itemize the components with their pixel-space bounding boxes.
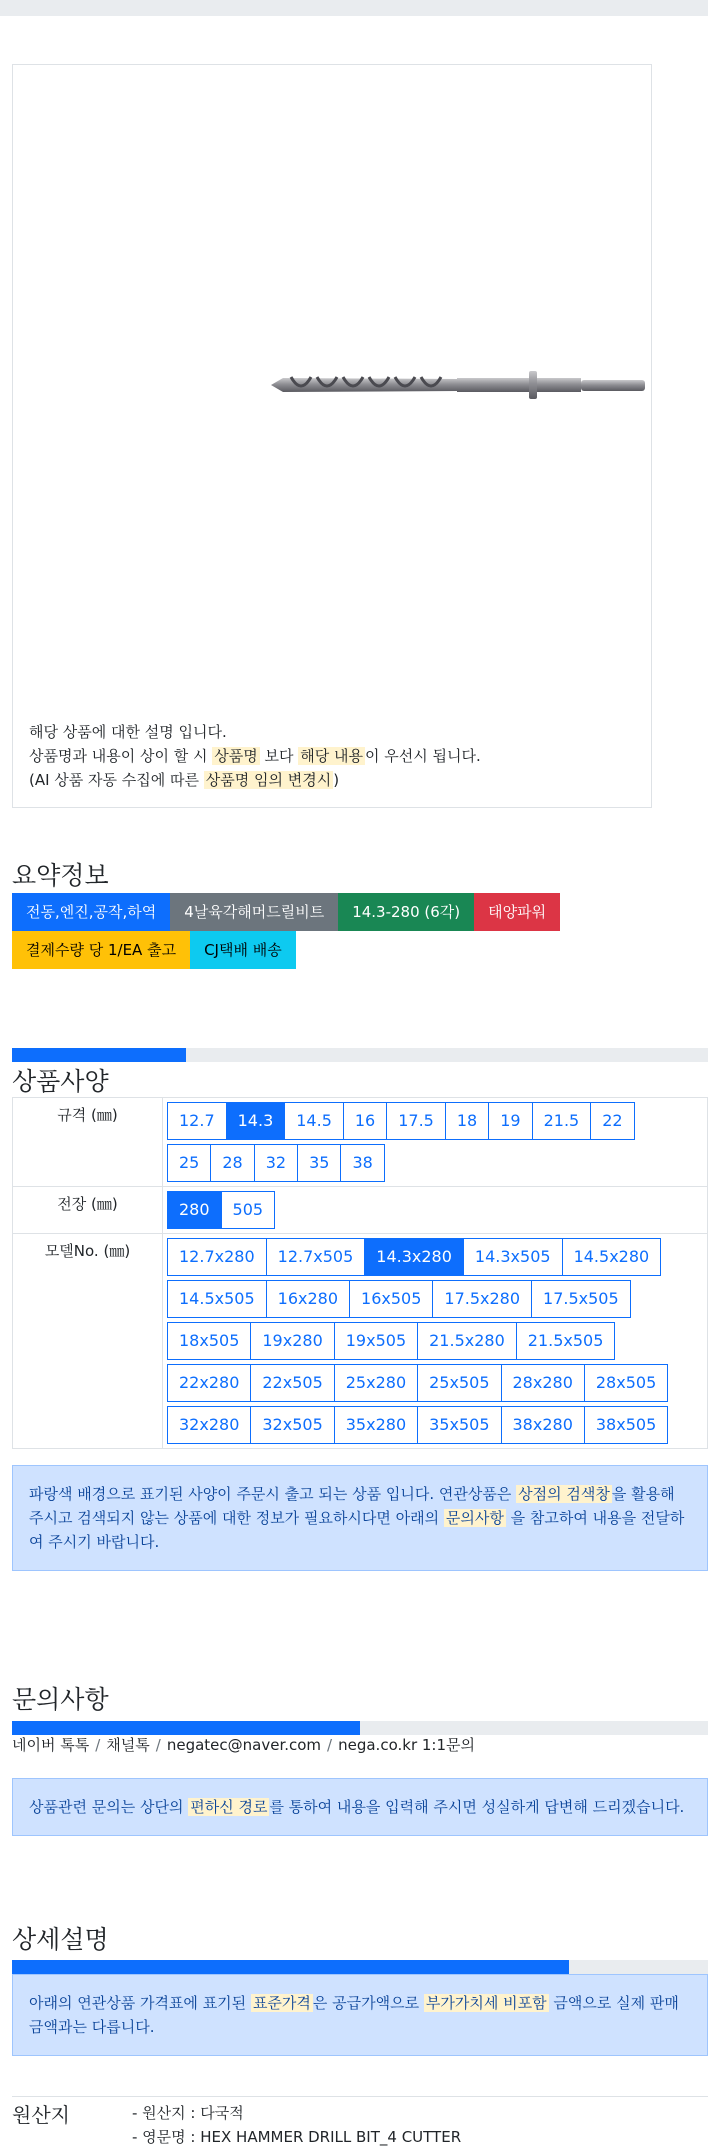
description-text: (AI 상품 자동 수집에 따른 [29,771,204,789]
product-image-frame [12,64,652,808]
spec-option-button[interactable]: 21.5x280 [417,1322,517,1360]
highlight-text: 해당 내용 [300,747,363,765]
spec-option-button[interactable]: 14.3x505 [463,1238,563,1276]
inquiry-progress-bar [12,1721,708,1735]
spec-row-label: 규격 (㎜) [13,1098,163,1187]
spec-option-row [167,1102,707,1140]
highlight-text: 부가가치세 비포함 [425,1994,547,2012]
summary-badge: CJ택배 배송 [190,931,296,969]
spec-option-button[interactable]: 14.5x505 [167,1280,267,1318]
inquiry-note [12,1778,708,1836]
highlight-text: 상점의 검색창 [518,1485,610,1503]
contact-link[interactable]: negatec@naver.com [166,1736,322,1754]
progress-fill [12,1048,186,1062]
description-text: 이 우선시 됩니다. [364,747,481,765]
spec-option-selected[interactable]: 14.3 [226,1102,286,1140]
spec-option-button[interactable]: 17.5x280 [432,1280,532,1318]
spec-option-selected[interactable]: 14.3x280 [364,1238,464,1276]
spec-option-row [167,1322,707,1360]
spec-option-button[interactable]: 21.5 [532,1102,592,1140]
spec-option-button[interactable]: 14.5 [284,1102,344,1140]
spec-option-button[interactable]: 17.5x505 [531,1280,631,1318]
spec-option-row [167,1364,707,1402]
note-text: 상품관련 문의는 상단의 [29,1798,189,1816]
spec-option-button[interactable]: 18 [445,1102,489,1140]
spec-row-label: 모델No. (㎜) [13,1234,163,1449]
spec-option-button[interactable]: 505 [221,1191,276,1229]
summary-badges [12,893,572,969]
contact-link[interactable]: nega.co.kr 1:1문의 [338,1736,475,1754]
description-text: 해당 상품에 대한 설명 입니다. [29,723,227,741]
spec-option-button[interactable]: 18x505 [167,1322,251,1360]
note-text: 파랑색 배경으로 표기된 사양이 주문시 출고 되는 상품 입니다. 연관상품은 [29,1485,517,1503]
progress-fill [12,1960,569,1974]
highlight-text: 표준가격 [252,1994,311,2012]
spec-option-button[interactable]: 25x280 [334,1364,418,1402]
description-text: 보다 [259,747,299,765]
spec-option-button[interactable]: 16x280 [266,1280,350,1318]
highlight-text: 상품명 [214,747,258,765]
note-text: 를 통하여 내용을 입력해 주시면 성실하게 답변해 드리겠습니다. [269,1798,685,1816]
spec-option-button[interactable]: 38x280 [501,1406,585,1444]
detail-note [12,1974,708,2056]
spec-option-button[interactable]: 32 [254,1144,298,1182]
drill-bit-image [269,365,649,405]
contact-link[interactable]: 네이버 톡톡 [12,1736,90,1754]
summary-title: 요약정보 [12,861,109,890]
link-separator: / [95,1736,101,1754]
spec-option-button[interactable]: 14.5x280 [562,1238,662,1276]
description-text: 상품명과 내용이 상이 할 시 [29,747,213,765]
spec-options [163,1187,708,1234]
spec-option-button[interactable]: 16 [343,1102,387,1140]
spec-option-row [167,1191,707,1229]
spec-option-row [167,1280,707,1318]
spec-options [163,1098,708,1187]
summary-badge: 결제수량 당 1/EA 출고 [12,931,190,969]
note-text: 아래의 연관상품 가격표에 표기된 [29,1994,251,2012]
spec-option-button[interactable]: 28x505 [584,1364,668,1402]
spec-row [13,1098,708,1187]
spec-option-button[interactable]: 19x505 [334,1322,418,1360]
highlight-text: 문의사항 [445,1509,504,1527]
spec-option-button[interactable]: 12.7 [167,1102,227,1140]
spec-option-button[interactable]: 22x280 [167,1364,251,1402]
summary-badge: 태양파워 [474,893,560,931]
highlight-text: 편하신 경로 [190,1798,268,1816]
progress-fill [12,1721,360,1735]
origin-line: - 원산지 : 다국적 [132,2104,244,2122]
spec-note [12,1465,708,1571]
spec-option-button[interactable]: 22x505 [250,1364,334,1402]
spec-options [163,1234,708,1449]
description-line [29,720,481,744]
detail-title: 상세설명 [12,1925,109,1954]
spec-option-row [167,1238,707,1276]
detail-progress-bar [12,1960,708,1974]
note-text: 은 공급가액으로 [312,1994,424,2012]
spec-option-button[interactable]: 19x280 [250,1322,334,1360]
spec-option-button[interactable]: 12.7x505 [266,1238,366,1276]
highlight-text: 상품명 임의 변경시 [205,771,332,789]
origin-section [12,2096,708,2146]
spec-progress-bar [12,1048,708,1062]
spec-title: 상품사양 [12,1067,109,1096]
spec-option-button[interactable]: 38x505 [584,1406,668,1444]
spec-option-row [167,1406,707,1444]
link-separator: / [155,1736,161,1754]
description-line [29,768,481,792]
spec-option-button[interactable]: 21.5x505 [516,1322,616,1360]
spec-row [13,1187,708,1234]
summary-badge: 14.3-280 (6각) [338,893,474,931]
spec-option-button[interactable]: 32x505 [250,1406,334,1444]
spec-option-button[interactable]: 16x505 [349,1280,433,1318]
origin-line: - 영문명 : HEX HAMMER DRILL BIT_4 CUTTER [132,2128,462,2146]
inquiry-title: 문의사항 [12,1685,109,1714]
note-text: 을 참고하여 내용을 전달하여 주시기 바랍니다. [29,1509,685,1551]
note-text: 을 활용해 주시고 검색되지 않는 상품에 대한 정보가 필요하시다면 아래의 [29,1485,675,1527]
badge-row [12,931,572,969]
link-separator: / [327,1736,333,1754]
spec-option-button[interactable]: 25x505 [417,1364,501,1402]
spec-option-row [167,1144,707,1182]
spec-option-button[interactable]: 19 [488,1102,532,1140]
origin-details [132,2101,461,2149]
spec-option-button[interactable]: 35x280 [334,1406,418,1444]
product-description [29,720,481,792]
contact-link[interactable]: 채널톡 [106,1736,150,1754]
description-line [29,744,481,768]
badge-row [12,893,572,931]
contact-links [12,1734,475,1755]
spec-table [12,1097,708,1449]
spec-option-button[interactable]: 32x280 [167,1406,251,1444]
spec-option-button[interactable]: 28x280 [501,1364,585,1402]
top-strip [0,0,708,16]
spec-option-button[interactable]: 17.5 [386,1102,446,1140]
summary-badge: 4날육각해머드릴비트 [170,893,338,931]
spec-option-button[interactable]: 28 [210,1144,254,1182]
spec-option-selected[interactable]: 280 [167,1191,222,1229]
spec-option-button[interactable]: 35x505 [417,1406,501,1444]
summary-badge: 전동,엔진,공작,하역 [12,893,170,931]
spec-option-button[interactable]: 35 [297,1144,341,1182]
spec-option-button[interactable]: 38 [340,1144,384,1182]
description-text: ) [333,771,340,789]
origin-label: 원산지 [12,2103,70,2127]
spec-option-button[interactable]: 22 [590,1102,634,1140]
spec-option-button[interactable]: 25 [167,1144,211,1182]
spec-row-label: 전장 (㎜) [13,1187,163,1234]
note-text: 금액으로 실제 판매금액과는 다릅니다. [29,1994,679,2036]
spec-row [13,1234,708,1449]
spec-option-button[interactable]: 12.7x280 [167,1238,267,1276]
